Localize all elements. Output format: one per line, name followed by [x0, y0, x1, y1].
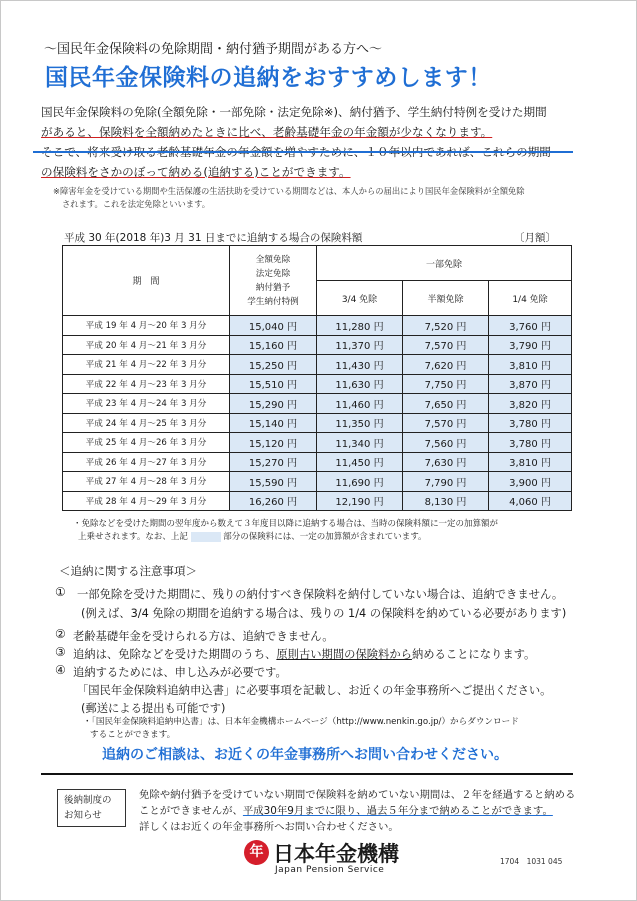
intro-line-1: 国民年金保険料の免除(全額免除・一部免除・法定免除※)、納付猶予、学生納付特例を受けた期間 [41, 105, 547, 119]
full-exemption-cell: 15,250 円 [230, 355, 317, 375]
one-quarter-cell: 3,870 円 [489, 374, 572, 394]
intro-line-2 [41, 122, 551, 142]
table-row [63, 433, 572, 453]
consultation-message: 追納のご相談は、お近くの年金事務所へお問い合わせください。 [102, 747, 508, 763]
notice-label-line-2: お知らせ [64, 810, 102, 821]
caution-item-4: 追納するためには、申し込みが必要です。 [73, 666, 287, 679]
subtitle: ～国民年金保険料の免除期間・納付猶予期間がある方へ～ [44, 42, 383, 57]
half-cell: 7,520 円 [403, 316, 489, 336]
intro-line-4-text: の保険料をさかのぼって納める(追納する)ことができます。 [41, 165, 351, 179]
half-cell: 7,750 円 [403, 374, 489, 394]
caution-mark-1: ① [55, 585, 66, 599]
three-quarter-cell: 11,370 円 [317, 335, 403, 355]
table-row [63, 394, 572, 414]
caution-mark-4: ④ [55, 663, 66, 677]
table-unit: 〔月額〕 [514, 232, 556, 244]
period-cell: 平成 23 年 4 月～24 年 3 月分 [63, 394, 230, 414]
intro-line-2-text: があると、保険料を全額納めたときに比べ、老齢基礎年金の年金額が少なくなります。 [41, 125, 493, 139]
header-full-exemption [230, 246, 317, 316]
half-cell: 7,570 円 [403, 413, 489, 433]
notice-label-line-1: 後納制度の [64, 795, 112, 806]
table-row [63, 452, 572, 472]
period-cell: 平成 26 年 4 月～27 年 3 月分 [63, 452, 230, 472]
full-exemption-cell: 15,290 円 [230, 394, 317, 414]
header-full-line-3: 納付猶予 [255, 282, 291, 293]
three-quarter-cell: 12,190 円 [317, 491, 403, 511]
caution-item-1: 一部免除を受けた期間に、残りの納付すべき保険料を納付していない場合は、追納できません。 [77, 588, 564, 601]
caution-item-1-example: (例えば、3/4 免除の期間を追納する場合は、残りの 1/4 の保険料を納めている必要があります) [81, 607, 567, 620]
three-quarter-cell: 11,350 円 [317, 413, 403, 433]
legal-note-line-2: されます。これを法定免除といいます。 [62, 199, 211, 209]
download-note [83, 716, 519, 742]
caution-item-3b: 原則古い期間の保険料から [276, 648, 412, 661]
three-quarter-cell: 11,690 円 [317, 472, 403, 492]
notice-line-1: 免除や納付猶予を受けていない期間で保険料を納めていない期間は、２年を経過すると納める [139, 789, 576, 801]
table-row [63, 472, 572, 492]
one-quarter-cell: 3,780 円 [489, 433, 572, 453]
intro-paragraph [41, 102, 551, 182]
header-full-line-2: 法定免除 [255, 268, 291, 279]
section-divider [41, 773, 573, 775]
three-quarter-cell: 11,630 円 [317, 374, 403, 394]
period-cell: 平成 24 年 4 月～25 年 3 月分 [63, 413, 230, 433]
intro-divider [33, 151, 573, 153]
period-cell: 平成 20 年 4 月～21 年 3 月分 [63, 335, 230, 355]
fee-table [62, 245, 572, 511]
notice-line-2a: ことができませんが、 [139, 805, 243, 817]
three-quarter-cell: 11,450 円 [317, 452, 403, 472]
half-cell: 7,560 円 [403, 433, 489, 453]
header-full-line-4: 学生納付特例 [247, 296, 299, 307]
cautions-title: ＜追納に関する注意事項＞ [59, 564, 197, 578]
table-note [73, 518, 593, 544]
download-line-2: することができます。 [90, 730, 176, 740]
apply-instruction: 「国民年金保険料追納申込書」に必要事項を記載し、お近くの年金事務所へご提出ください。 [77, 684, 552, 697]
half-cell: 7,570 円 [403, 335, 489, 355]
header-partial-exemption: 一部免除 [317, 246, 572, 281]
half-cell: 7,790 円 [403, 472, 489, 492]
one-quarter-cell: 3,760 円 [489, 316, 572, 336]
period-cell: 平成 22 年 4 月～23 年 3 月分 [63, 374, 230, 394]
one-quarter-cell: 3,790 円 [489, 335, 572, 355]
three-quarter-cell: 11,430 円 [317, 355, 403, 375]
period-cell: 平成 27 年 4 月～28 年 3 月分 [63, 472, 230, 492]
three-quarter-cell: 11,340 円 [317, 433, 403, 453]
caution-item-3 [73, 646, 535, 662]
late-payment-notice [139, 787, 589, 835]
caution-item-2: 老齢基礎年金を受けられる方は、追納できません。 [73, 630, 334, 643]
header-period: 期 間 [63, 246, 230, 316]
period-cell: 平成 21 年 4 月～22 年 3 月分 [63, 355, 230, 375]
table-heading: 平成 30 年(2018 年)3 月 31 日までに追納する場合の保険料額 [64, 232, 363, 244]
one-quarter-cell: 4,060 円 [489, 491, 572, 511]
full-exemption-cell: 15,270 円 [230, 452, 317, 472]
intro-line-4 [41, 162, 551, 182]
one-quarter-cell: 3,780 円 [489, 413, 572, 433]
fee-table-body [63, 316, 572, 511]
full-exemption-cell: 15,120 円 [230, 433, 317, 453]
logo-mark-icon: 年 [244, 840, 269, 865]
period-cell: 平成 19 年 4 月～20 年 3 月分 [63, 316, 230, 336]
full-exemption-cell: 15,040 円 [230, 316, 317, 336]
table-row [63, 335, 572, 355]
one-quarter-cell: 3,810 円 [489, 452, 572, 472]
half-cell: 7,620 円 [403, 355, 489, 375]
document-code: 1704 1031 045 [500, 857, 563, 866]
one-quarter-cell: 3,820 円 [489, 394, 572, 414]
table-note-line-2a: 上乗せされます。なお、上記 [78, 532, 188, 542]
full-exemption-cell: 16,260 円 [230, 491, 317, 511]
header-full-line-1: 全額免除 [255, 254, 291, 265]
legal-note-line-1: ※障害年金を受けている期間や生活保護の生活扶助を受けている期間などは、本人からの届出により国民年金保険料が全額免除 [53, 186, 525, 196]
table-note-line-2 [73, 531, 593, 544]
table-row [63, 413, 572, 433]
full-exemption-cell: 15,140 円 [230, 413, 317, 433]
full-exemption-cell: 15,510 円 [230, 374, 317, 394]
caution-item-3c: 納めることになります。 [411, 648, 536, 661]
table-row [63, 374, 572, 394]
full-exemption-cell: 15,160 円 [230, 335, 317, 355]
table-note-line-2b: 部分の保険料には、一定の加算額が含まれています。 [223, 532, 427, 542]
one-quarter-cell: 3,810 円 [489, 355, 572, 375]
notice-line-2 [139, 803, 589, 819]
half-cell: 7,630 円 [403, 452, 489, 472]
notice-label-box [57, 789, 126, 827]
full-exemption-cell: 15,590 円 [230, 472, 317, 492]
notice-line-3: 詳しくはお近くの年金事務所へお問い合わせください。 [139, 821, 399, 833]
shaded-cell-sample [191, 532, 221, 542]
header-three-quarter: 3/4 免除 [317, 281, 403, 316]
logo-english-name: Japan Pension Service [275, 865, 385, 875]
one-quarter-cell: 3,900 円 [489, 472, 572, 492]
half-cell: 8,130 円 [403, 491, 489, 511]
logo-name: 日本年金機構 [273, 842, 399, 866]
period-cell: 平成 25 年 4 月～26 年 3 月分 [63, 433, 230, 453]
header-half: 半額免除 [403, 281, 489, 316]
table-note-line-1: ・免除などを受けた期間の翌年度から数えて３年度目以降に追納する場合は、当時の保険料額に一定の加算額が [73, 519, 499, 529]
caution-mark-3: ③ [55, 645, 66, 659]
half-cell: 7,650 円 [403, 394, 489, 414]
download-line-1: ・「国民年金保険料追納申込書」は、日本年金機構ホームページ（http://www.nenkin.go.jp/）からダウンロード [83, 717, 519, 727]
page-title: 国民年金保険料の追納をおすすめします！ [45, 65, 492, 91]
table-row [63, 316, 572, 336]
three-quarter-cell: 11,460 円 [317, 394, 403, 414]
legal-exemption-note [53, 185, 613, 211]
table-row [63, 355, 572, 375]
caution-mark-2: ② [55, 627, 66, 641]
header-one-quarter: 1/4 免除 [489, 281, 572, 316]
three-quarter-cell: 11,280 円 [317, 316, 403, 336]
caution-item-3a: 追納は、免除などを受けた期間のうち、 [73, 648, 277, 661]
period-cell: 平成 28 年 4 月～29 年 3 月分 [63, 491, 230, 511]
notice-line-2b: 平成30年9月までに限り、過去５年分まで納めることができます。 [242, 805, 553, 817]
mail-submission: (郵送による提出も可能です) [81, 702, 226, 715]
table-row [63, 491, 572, 511]
